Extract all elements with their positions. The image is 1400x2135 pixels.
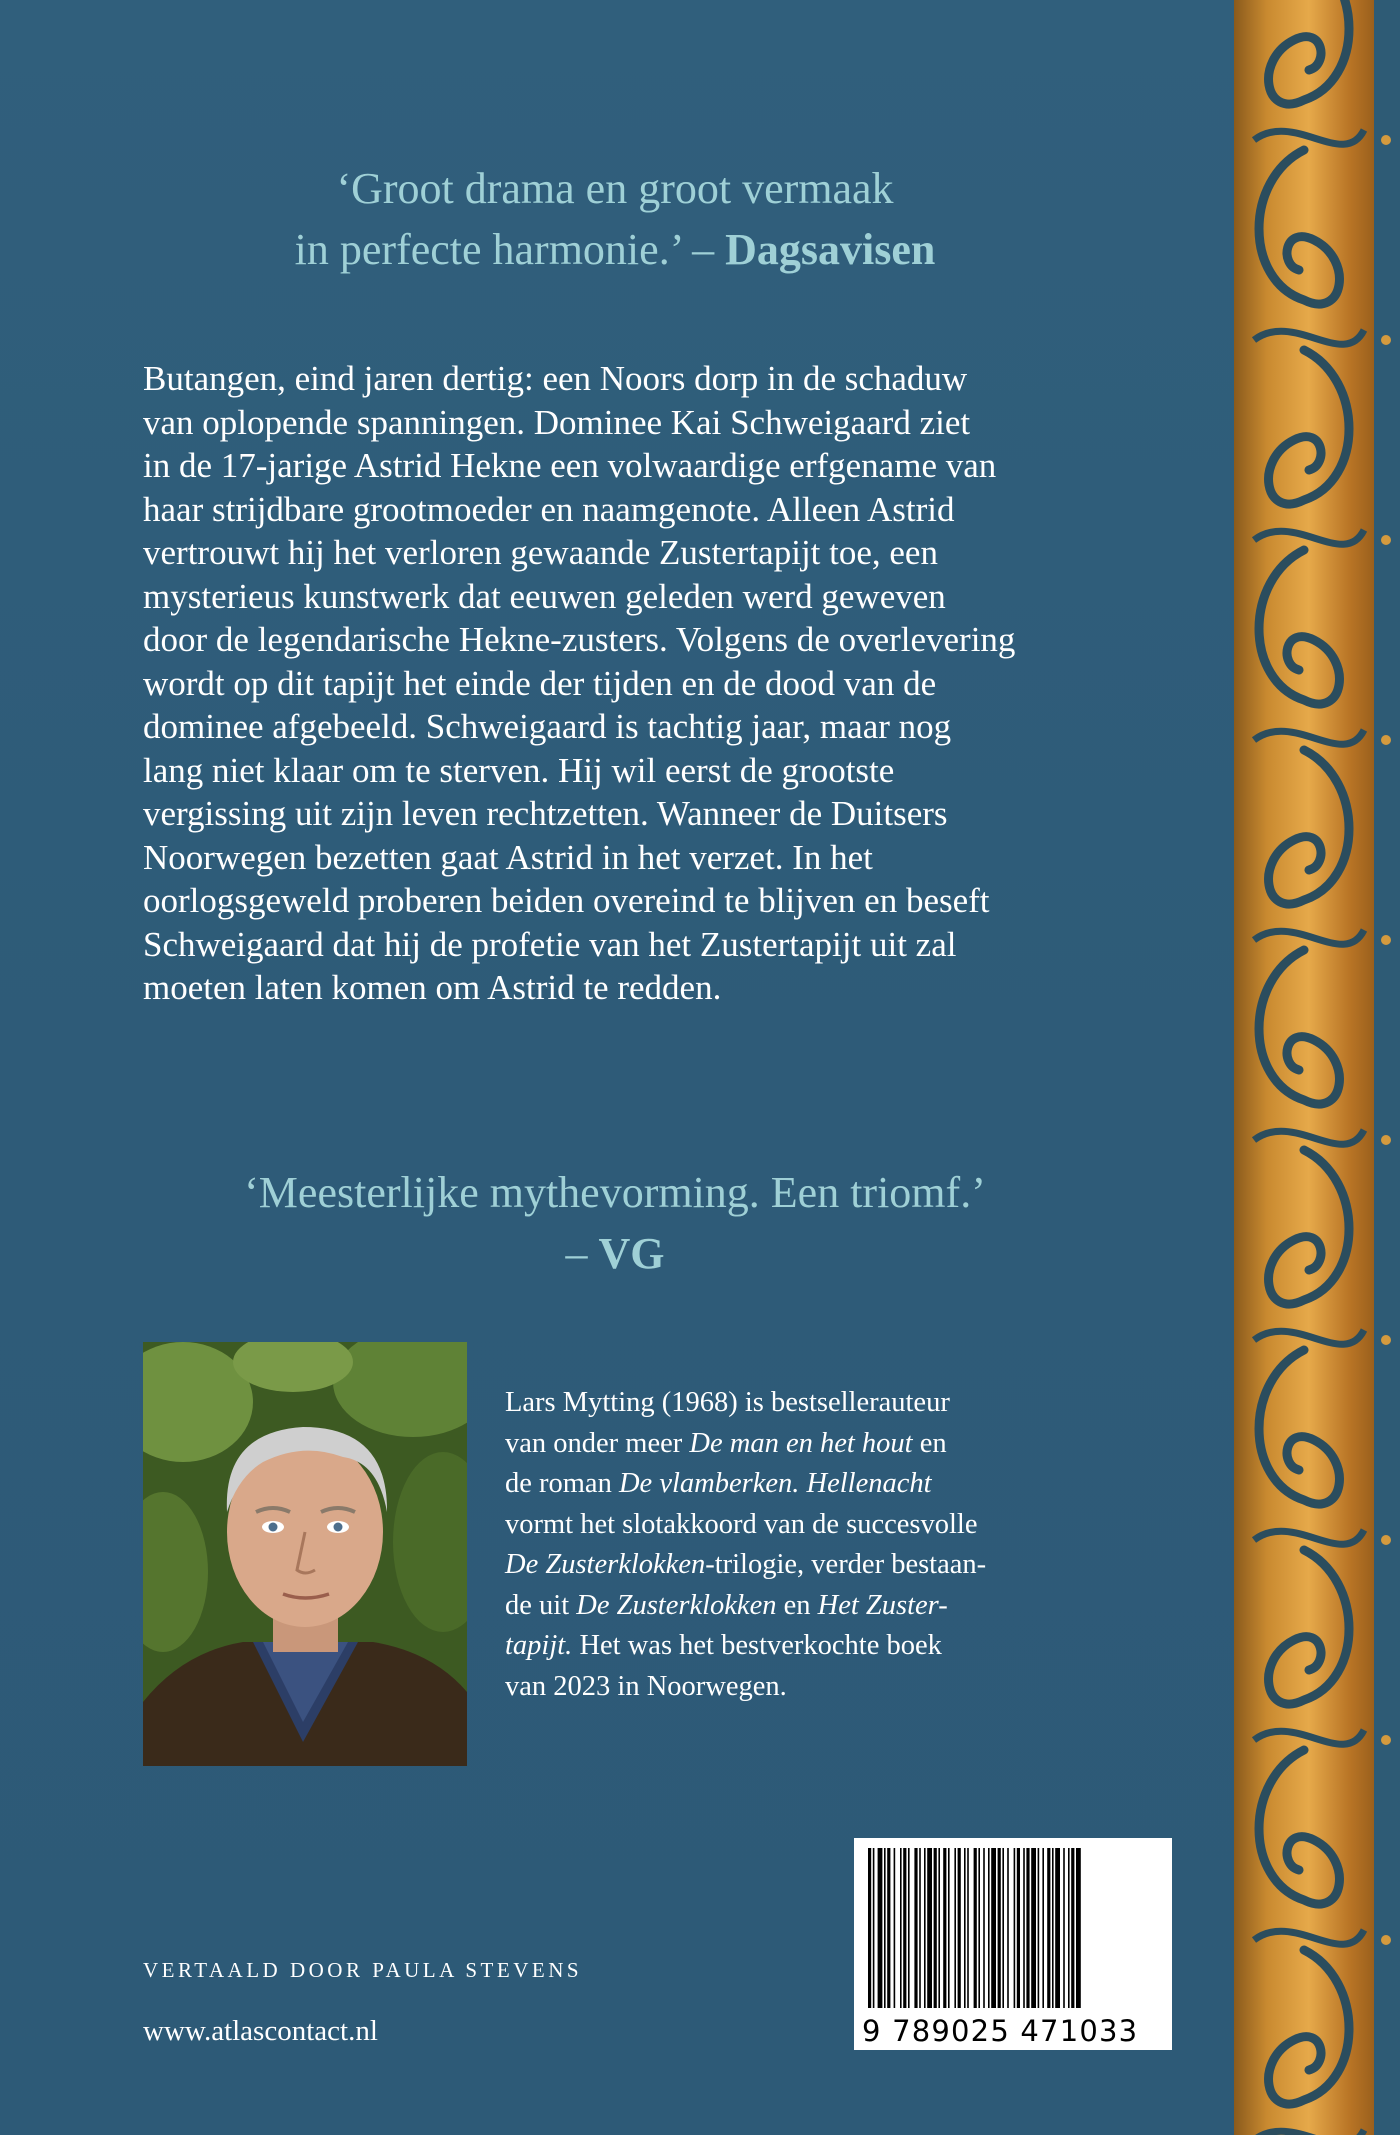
synopsis-line: haar strijdbare grootmoeder en naamgenote. Alleen Astrid [143, 489, 955, 529]
quote-bottom-dash: – [565, 1229, 599, 1278]
quote-bottom-line-1: ‘Meesterlijke mythevorming. Een triomf.’ [244, 1168, 986, 1217]
synopsis-line: Noorwegen bezetten gaat Astrid in het verzet. In het [143, 837, 873, 877]
synopsis-line: mysterieus kunstwerk dat eeuwen geleden werd geweven [143, 576, 946, 616]
book-title: Hellenacht [806, 1468, 932, 1499]
quote-top-source: Dagsavisen [725, 225, 936, 274]
bio-line-2 [505, 1424, 1125, 1465]
bio-text [799, 1468, 806, 1499]
book-title: Het Zuster- [817, 1589, 948, 1621]
synopsis-line: oorlogsgeweld proberen beiden overeind te blijven en beseft [143, 881, 990, 920]
synopsis-line: vertrouwt hij het verloren gewaande Zustertapijt toe, een [143, 533, 938, 572]
gold-ornamental-border [1234, 0, 1400, 2135]
book-title: De Zusterklokken [576, 1589, 777, 1621]
review-quote-top [150, 158, 1080, 280]
bio-line-7 [505, 1626, 1125, 1667]
publisher-website[interactable]: www.atlascontact.nl [143, 2015, 378, 2047]
isbn-barcode [854, 1838, 1172, 2050]
book-title: De Zusterklokken [505, 1549, 706, 1580]
bio-text: de uit [505, 1589, 577, 1621]
synopsis-line: moeten laten komen om Astrid te redden. [143, 968, 722, 1007]
book-title: De man en het hout [689, 1427, 913, 1459]
bio-text: de roman [505, 1468, 619, 1499]
synopsis [143, 357, 1143, 1010]
bio-text: en [912, 1427, 947, 1459]
bio-line-5 [505, 1545, 1125, 1586]
synopsis-line: door de legendarische Hekne-zusters. Volgens de overlevering [143, 620, 1016, 659]
author-portrait-image [143, 1342, 467, 1766]
synopsis-line: dominee afgebeeld. Schweigaard is tachtig jaar, maar nog [143, 707, 952, 746]
quote-bottom-line-2 [150, 1223, 1080, 1284]
scroll-ornament-icon [1234, 0, 1400, 2135]
isbn-number: 9 789025 471033 [862, 2014, 1139, 2048]
bio-text: en [776, 1589, 818, 1621]
synopsis-line: Schweigaard dat hij de profetie van het Zustertapijt uit zal [143, 924, 957, 964]
synopsis-line: Butangen, eind jaren dertig: een Noors dorp in de schaduw [143, 359, 968, 398]
synopsis-line: vergissing uit zijn leven rechtzetten. Wanneer de Duitsers [143, 794, 948, 833]
bio-line-6 [505, 1586, 1125, 1627]
book-title: tapijt. [505, 1630, 573, 1661]
book-title: De vlamberken. [618, 1468, 800, 1499]
bio-text: Het was het bestverkochte boek [572, 1630, 942, 1661]
synopsis-line: in de 17-jarige Astrid Hekne een volwaardige erfgename van [143, 446, 997, 485]
author-photo [143, 1342, 467, 1766]
bio-text: -trilogie, verder bestaan- [705, 1549, 987, 1580]
bio-line-3 [505, 1464, 1125, 1505]
quote-bottom-source: VG [598, 1229, 665, 1278]
bio-line-8: van 2023 in Noorwegen. [505, 1670, 787, 1702]
quote-top-line-2 [150, 219, 1080, 280]
bio-text: van onder meer [505, 1427, 690, 1459]
author-bio [505, 1383, 1125, 1707]
synopsis-line: lang niet klaar om te sterven. Hij wil eerst de grootste [143, 750, 895, 790]
synopsis-line: van oplopende spanningen. Dominee Kai Schweigaard ziet [143, 402, 971, 442]
review-quote-bottom [150, 1162, 1080, 1284]
synopsis-line: wordt op dit tapijt het einde der tijden en de dood van de [143, 663, 937, 703]
quote-top-line-1: ‘Groot drama en groot vermaak [336, 164, 894, 213]
bio-line-4: vormt het slotakkoord van de succesvolle [505, 1508, 978, 1540]
bio-line-1: Lars Mytting (1968) is bestsellerauteur [505, 1387, 950, 1418]
translator-credit: VERTAALD DOOR PAULA STEVENS [143, 1958, 583, 1982]
quote-top-text: in perfecte harmonie.’ – [294, 225, 726, 274]
